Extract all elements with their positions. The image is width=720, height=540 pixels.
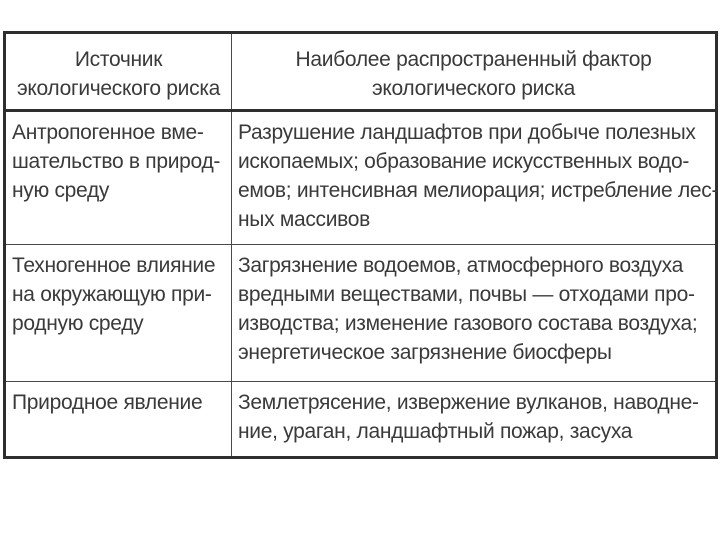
cell-line: ископаемых; образование искусственных водо-	[238, 150, 690, 173]
cell-line: ние, ураган, ландшафтный пожар, засуха	[238, 420, 633, 443]
header-source-line: Источник	[74, 47, 163, 71]
cell-line: емов; интенсивная мелиорация; истребление лес-	[238, 179, 719, 202]
header-factor-line: экологического риска	[371, 76, 576, 100]
table-row	[5, 111, 717, 245]
cell-line: ных массивов	[238, 208, 371, 231]
cell-line: Антропогенное вме-	[12, 121, 204, 144]
cell-line: энергетическое загрязнение биосферы	[238, 341, 612, 364]
cell-line: вредными веществами, почвы — отходами про-	[238, 283, 695, 306]
source-cell	[5, 382, 232, 458]
header-source-line: экологического риска	[16, 76, 221, 100]
cell-line: Землетрясение, извержение вулканов, наводне-	[238, 391, 699, 414]
cell-line: Природное явление	[12, 391, 203, 414]
table-header-row	[5, 33, 717, 111]
cell-line: изводства; изменение газового состава воздуха;	[238, 312, 698, 335]
risk-table	[3, 31, 718, 459]
cell-line: на окружающую при-	[12, 283, 212, 306]
cell-line: Загрязнение водоемов, атмосферного воздуха	[238, 254, 683, 277]
cell-line: шательство в природ-	[12, 150, 221, 173]
factor-cell	[232, 245, 717, 382]
cell-line: Техногенное влияние	[12, 254, 216, 277]
source-cell	[5, 111, 232, 245]
header-factor	[232, 33, 717, 111]
cell-line: ную среду	[12, 179, 110, 202]
table-row	[5, 382, 717, 458]
header-source	[5, 33, 232, 111]
factor-cell	[232, 111, 717, 245]
cell-line: родную среду	[12, 312, 144, 335]
source-cell	[5, 245, 232, 382]
table-row	[5, 245, 717, 382]
cell-line: Разрушение ландшафтов при добыче полезных	[238, 121, 696, 144]
header-factor-line: Наиболее распространенный фактор	[295, 47, 652, 71]
factor-cell	[232, 382, 717, 458]
